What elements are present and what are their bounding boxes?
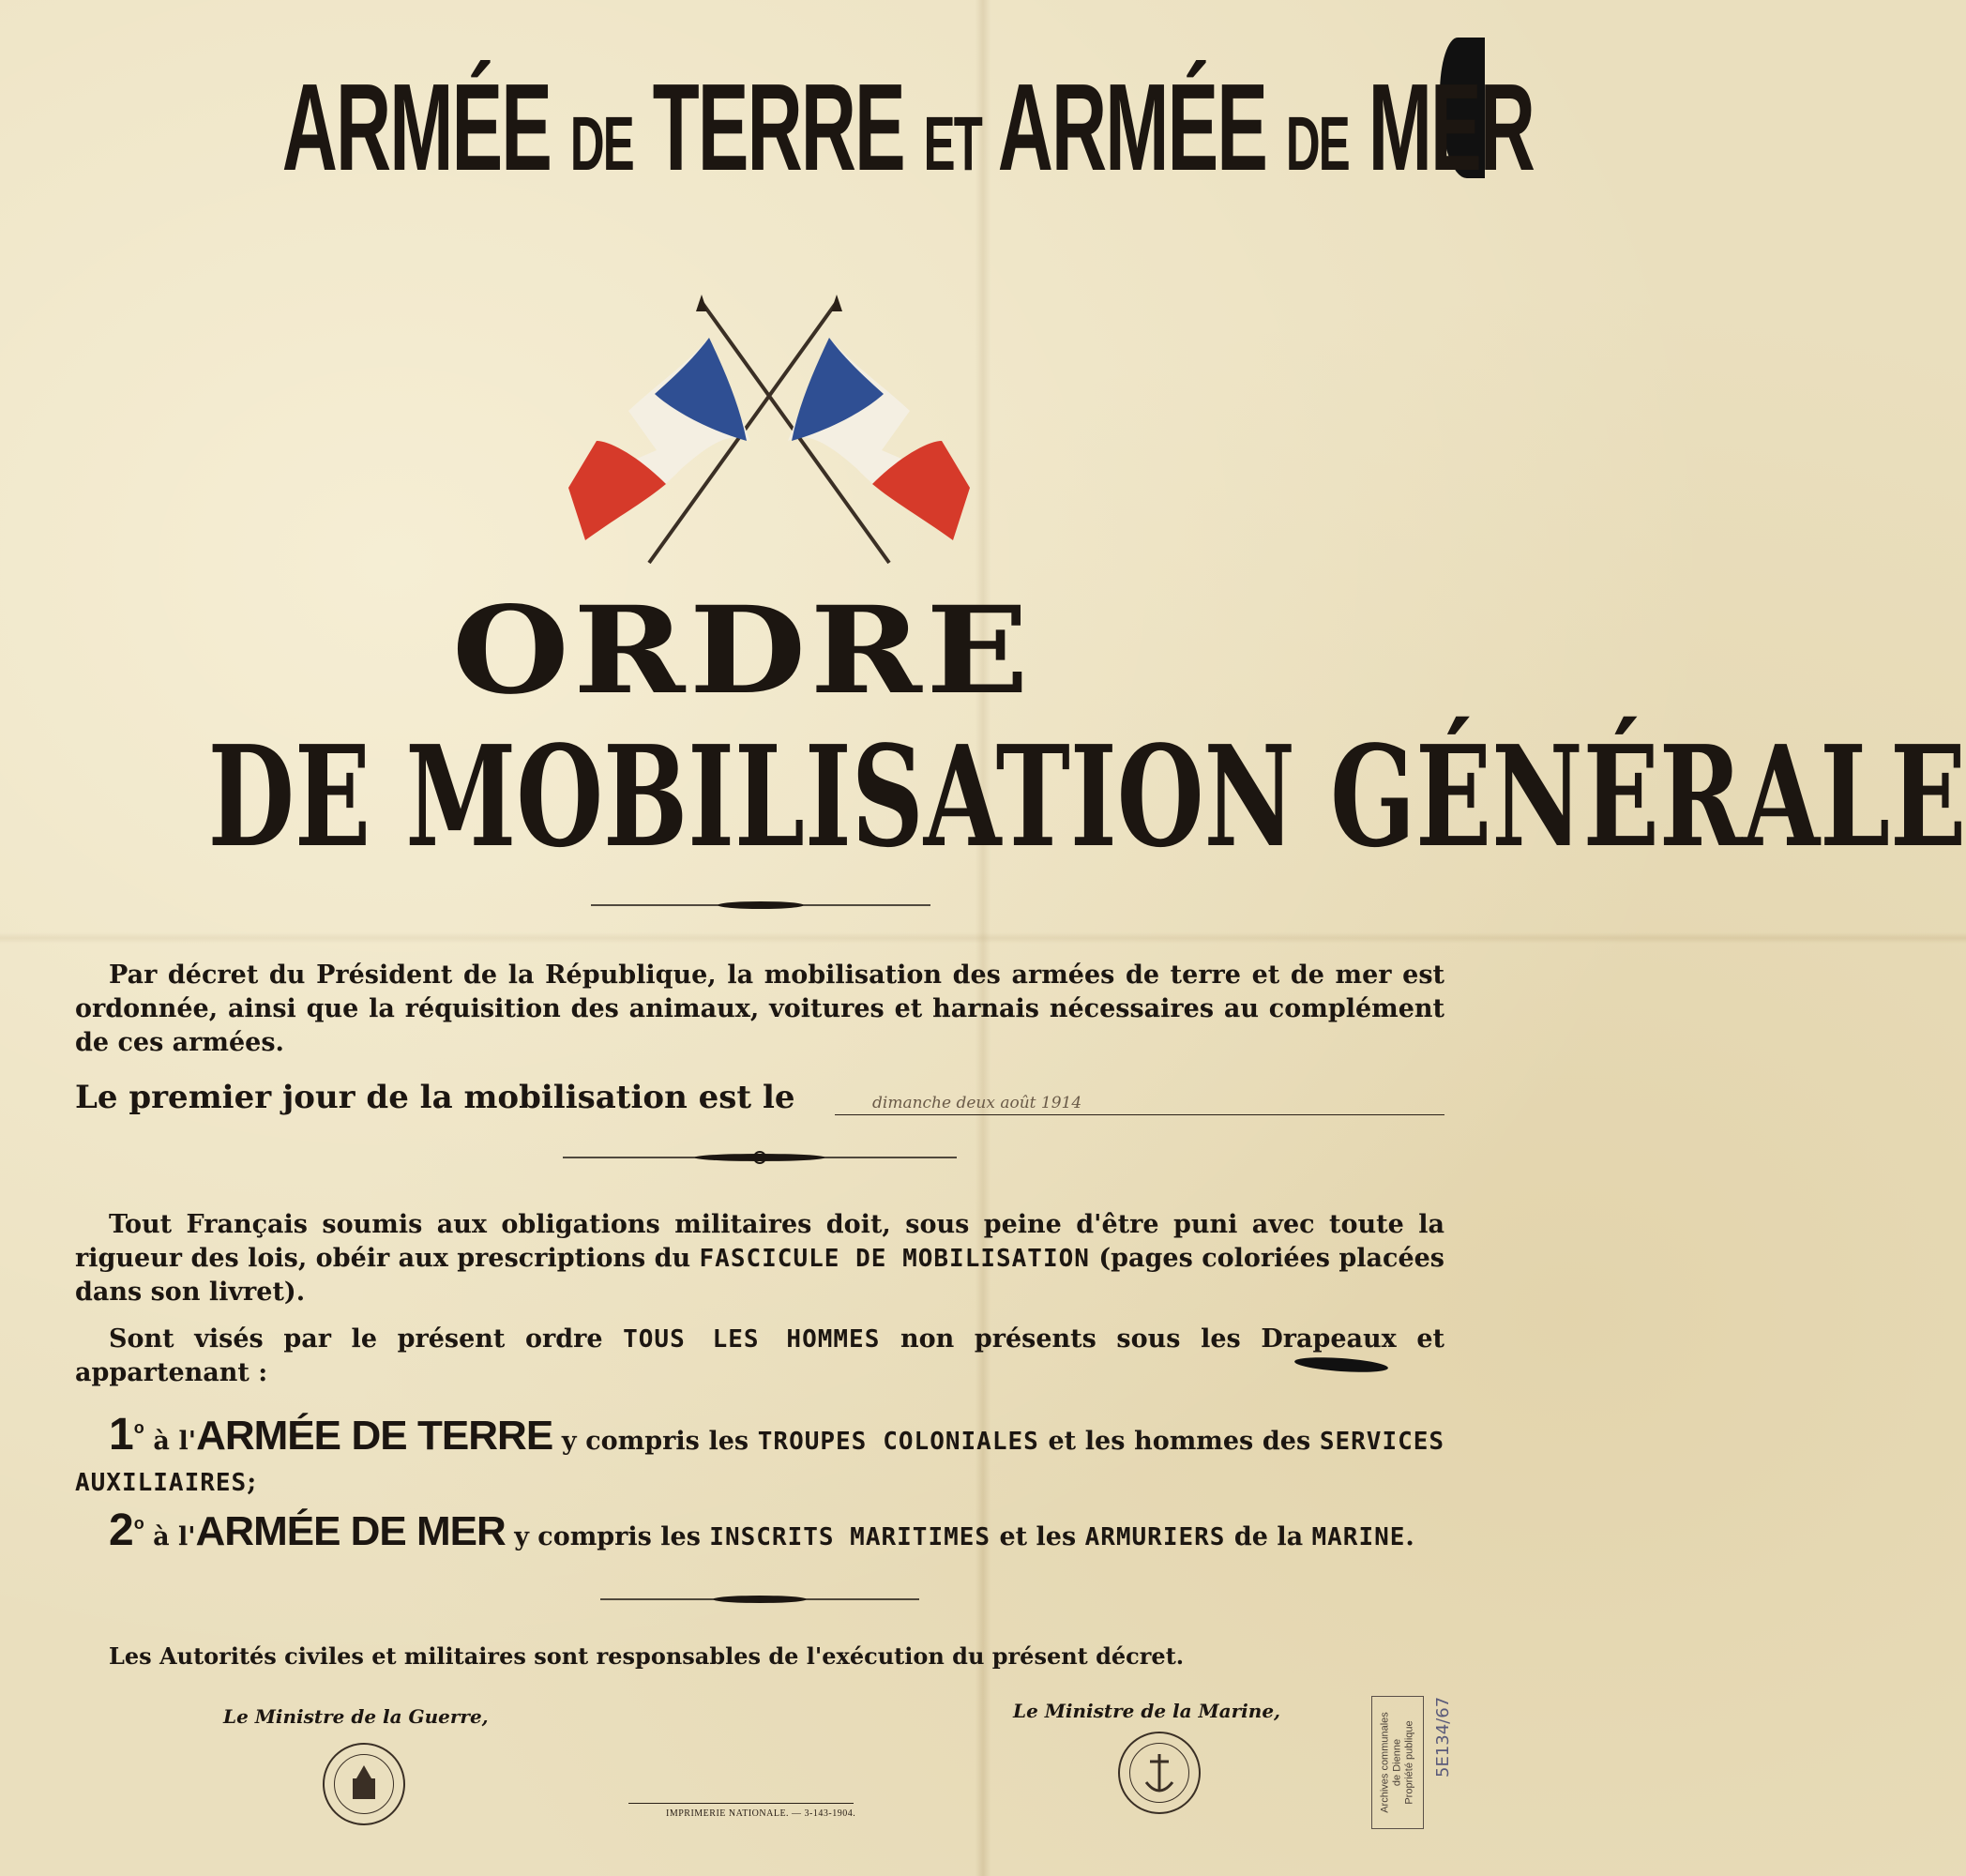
services-auxiliaires-label: SERVICES AUXILIAIRES bbox=[75, 1428, 1445, 1497]
headline-word: ARMÉE bbox=[281, 58, 552, 196]
headline-word: ARMÉE bbox=[997, 58, 1267, 196]
seal-marine-icon bbox=[1118, 1732, 1201, 1814]
archive-stamp: Archives communales de Dienne Propriété publique bbox=[1371, 1696, 1424, 1829]
first-day-fill-line bbox=[835, 1088, 1444, 1115]
ornamental-rule bbox=[591, 896, 930, 915]
headline-word: TERRE bbox=[652, 58, 904, 196]
first-day-handwritten: dimanche deux août 1914 bbox=[872, 1094, 1082, 1112]
seal-guerre-icon bbox=[323, 1743, 405, 1825]
ornamental-rule bbox=[600, 1590, 919, 1609]
printer-imprint: IMPRIMERIE NATIONALE. — 3-143-1904. bbox=[666, 1808, 856, 1819]
signature-guerre: Le Ministre de la Guerre, bbox=[223, 1705, 489, 1728]
concerned-paragraph bbox=[75, 1323, 1444, 1390]
fascicule-highlight: FASCICULE DE MOBILISATION bbox=[699, 1245, 1090, 1273]
concerned-text: Sont visés par le présent ordre bbox=[109, 1324, 603, 1354]
headline-word: MER bbox=[1368, 58, 1534, 196]
crossed-flags-icon bbox=[572, 291, 966, 572]
ornamental-rule bbox=[563, 1148, 957, 1167]
archive-number: 5E134/67 bbox=[1433, 1696, 1453, 1778]
item-number: 2$^o$ bbox=[109, 1505, 144, 1555]
authorities-text: Les Autorités civiles et militaires sont responsables de l'exécution du présent décret. bbox=[109, 1642, 1185, 1670]
troupes-coloniales-label: TROUPES COLONIALES bbox=[757, 1428, 1039, 1456]
title-mobilisation: DE MOBILISATION GÉNÉRALE bbox=[207, 715, 1966, 878]
armee-de-mer-label: ARMÉE DE MER bbox=[195, 1508, 506, 1554]
first-day-label: Le premier jour de la mobilisation est le bbox=[75, 1079, 795, 1116]
item-number: 1$^o$ bbox=[109, 1410, 144, 1460]
inscrits-maritimes-label: INSCRITS MARITIMES bbox=[709, 1523, 991, 1551]
decree-paragraph bbox=[75, 959, 1444, 1060]
decree-text: Par décret du Président de la République, la mobilisation des armées de terre et de mer est ordonnée, ainsi que la réquisition des animaux, voitures et harnais nécessaires au complément de ces armées. bbox=[75, 961, 1444, 1057]
item-armee-de-terre: 1$^o$ à l'ARMÉE DE TERRE y compris les TROUPES COLONIALES et les hommes des SERVICES AUXILIAIRES; bbox=[75, 1410, 1445, 1497]
headline-word: DE bbox=[1285, 101, 1349, 187]
poster-headline bbox=[281, 58, 1534, 196]
authorities-paragraph bbox=[75, 1640, 1444, 1673]
concerned-text-end: non présents sous les Drapeaux et appartenant : bbox=[75, 1324, 1445, 1387]
tous-les-hommes-highlight: TOUS LES HOMMES bbox=[623, 1325, 881, 1354]
armee-de-terre-label: ARMÉE DE TERRE bbox=[196, 1413, 553, 1459]
imprint-rule bbox=[628, 1803, 854, 1804]
armuriers-label: ARMURIERS bbox=[1084, 1523, 1226, 1551]
obligations-text: Tout Français soumis aux obligations militaires doit, sous peine d'être puni avec toute la rigueur des lois, obéir aux prescriptions du bbox=[75, 1210, 1444, 1273]
title-ordre: ORDRE bbox=[451, 581, 1034, 721]
marine-label: MARINE bbox=[1311, 1523, 1406, 1551]
obligations-text-end: (pages coloriées placées dans son livret). bbox=[75, 1244, 1444, 1307]
obligations-paragraph bbox=[75, 1208, 1444, 1309]
signature-marine: Le Ministre de la Marine, bbox=[1013, 1700, 1280, 1722]
headline-word: ET bbox=[923, 101, 981, 187]
item-armee-de-mer: 2$^o$ à l'ARMÉE DE MER y compris les INSCRITS MARITIMES et les ARMURIERS de la MARINE. bbox=[109, 1505, 1414, 1555]
headline-word: DE bbox=[569, 101, 633, 187]
